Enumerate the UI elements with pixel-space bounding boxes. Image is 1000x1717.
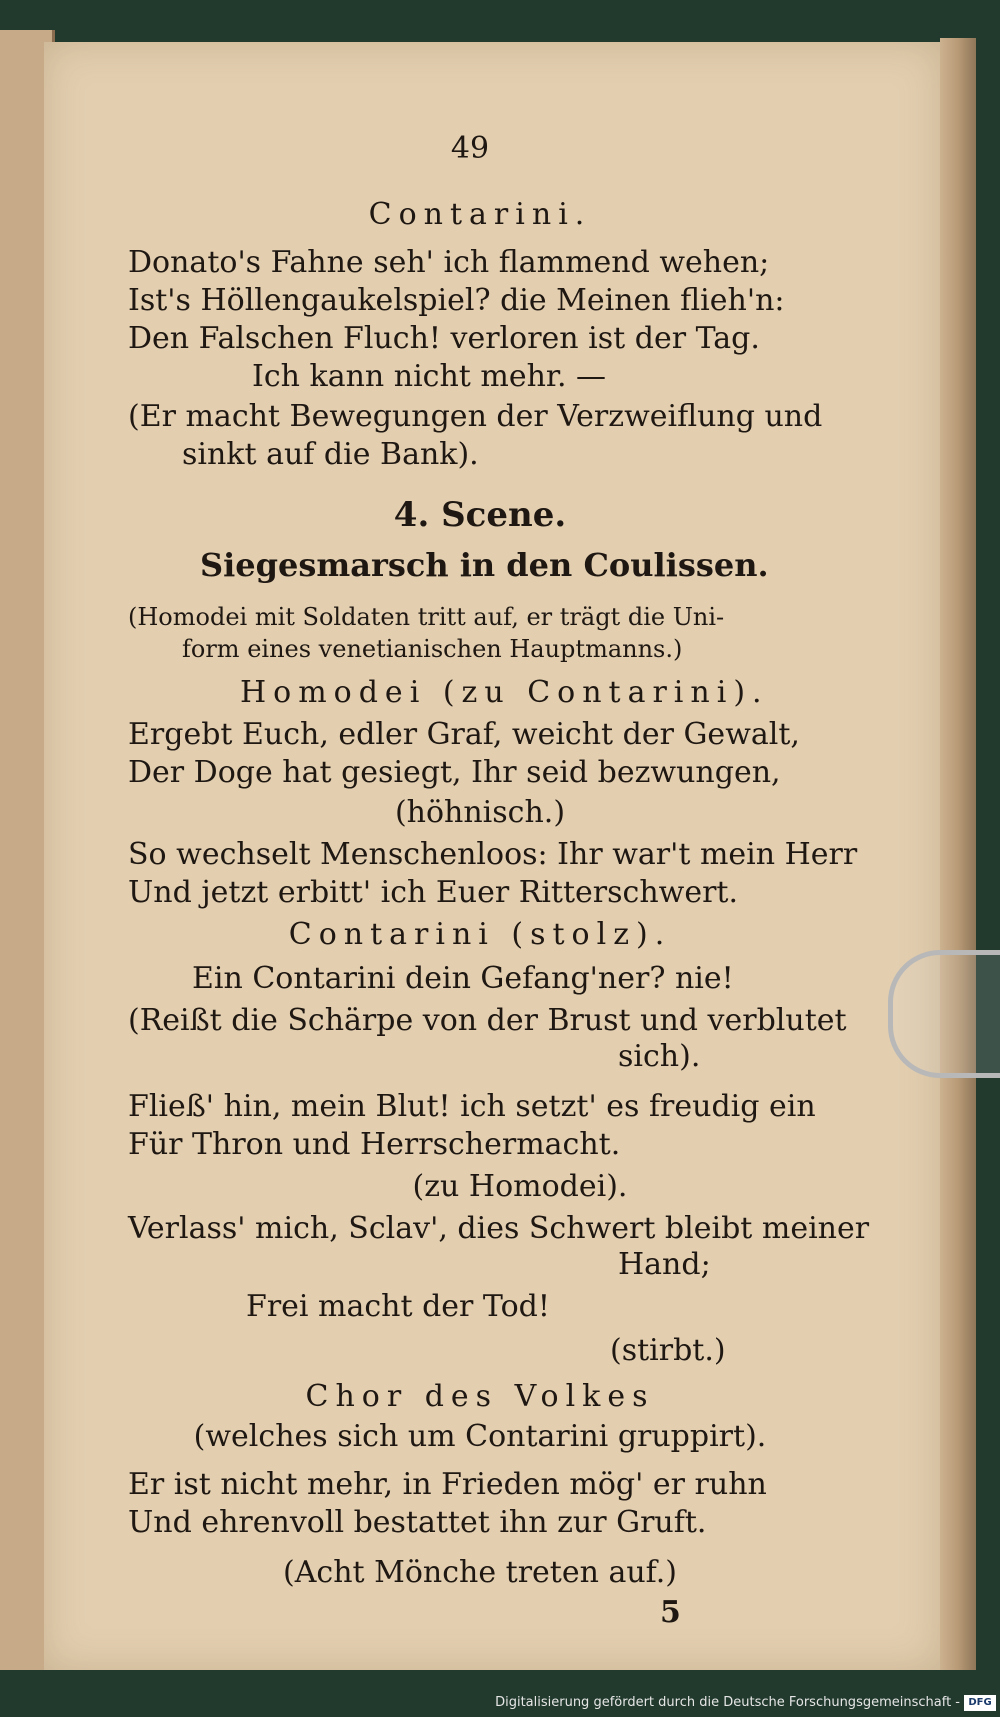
scene-subheading: Siegesmarsch in den Coulissen.: [200, 546, 769, 584]
digitization-credit: Digitalisierung gefördert durch die Deutsche Forschungsgemeinschaft -: [495, 1695, 960, 1710]
stage-direction: (stirbt.): [610, 1333, 726, 1368]
speaker-homodei: Homodei (zu Contarini).: [240, 675, 769, 710]
stage-direction: sich).: [618, 1039, 701, 1074]
verse-line: Fließ' hin, mein Blut! ich setzt' es freudig ein: [128, 1089, 816, 1124]
verse-line: Verlass' mich, Sclav', dies Schwert bleibt meiner: [128, 1211, 870, 1246]
verse-line: Er ist nicht mehr, in Frieden mög' er ruhn: [128, 1467, 767, 1502]
speaker-contarini: Contarini (stolz).: [288, 917, 672, 952]
verse-line: Donato's Fahne seh' ich flammend wehen;: [128, 245, 770, 280]
speaker-contarini: Contarini.: [368, 197, 592, 232]
stage-direction: (Homodei mit Soldaten tritt auf, er trägt die Uni-: [128, 603, 725, 631]
verse-line: Den Falschen Fluch! verloren ist der Tag.: [128, 321, 760, 356]
verse-line: So wechselt Menschenloos: Ihr war't mein Herr: [128, 837, 858, 872]
verse-line: Für Thron und Herrschermacht.: [128, 1127, 621, 1162]
verse-line: Und ehrenvoll bestattet ihn zur Gruft.: [128, 1505, 707, 1540]
verse-line: Hand;: [618, 1247, 711, 1282]
verse-line: Und jetzt erbitt' ich Euer Ritterschwert.: [128, 875, 739, 910]
verse-line: Frei macht der Tod!: [246, 1289, 550, 1324]
signature-mark: 5: [660, 1595, 681, 1630]
verse-line: Ein Contarini dein Gefang'ner? nie!: [192, 961, 734, 996]
stage-direction: (höhnisch.): [394, 795, 566, 830]
verse-line: Ist's Höllengaukelspiel? die Meinen flieh'n:: [128, 283, 785, 318]
page-stack-edge: [940, 38, 976, 1670]
page-number: 49: [450, 131, 490, 166]
stage-direction: form eines venetianischen Hauptmanns.): [182, 635, 683, 663]
stage-direction: (Er macht Bewegungen der Verzweiflung und: [128, 399, 823, 434]
stage-direction: (Acht Mönche treten auf.): [283, 1555, 677, 1590]
stage-direction: (welches sich um Contarini gruppirt).: [193, 1419, 767, 1454]
stage-direction: (zu Homodei).: [412, 1169, 628, 1204]
stage-direction: (Reißt die Schärpe von der Brust und verblutet: [128, 1003, 847, 1038]
verse-line: Der Doge hat gesiegt, Ihr seid bezwungen,: [128, 755, 781, 790]
scene-heading: 4. Scene.: [393, 495, 567, 535]
speaker-chorus: Chor des Volkes: [305, 1379, 655, 1414]
verse-line: Ergebt Euch, edler Graf, weicht der Gewalt,: [128, 717, 800, 752]
verse-line: Ich kann nicht mehr. —: [252, 359, 607, 394]
stage-direction: sinkt auf die Bank).: [182, 437, 479, 472]
page-clip: [888, 950, 1000, 1078]
dfg-logo: DFG: [964, 1695, 996, 1711]
